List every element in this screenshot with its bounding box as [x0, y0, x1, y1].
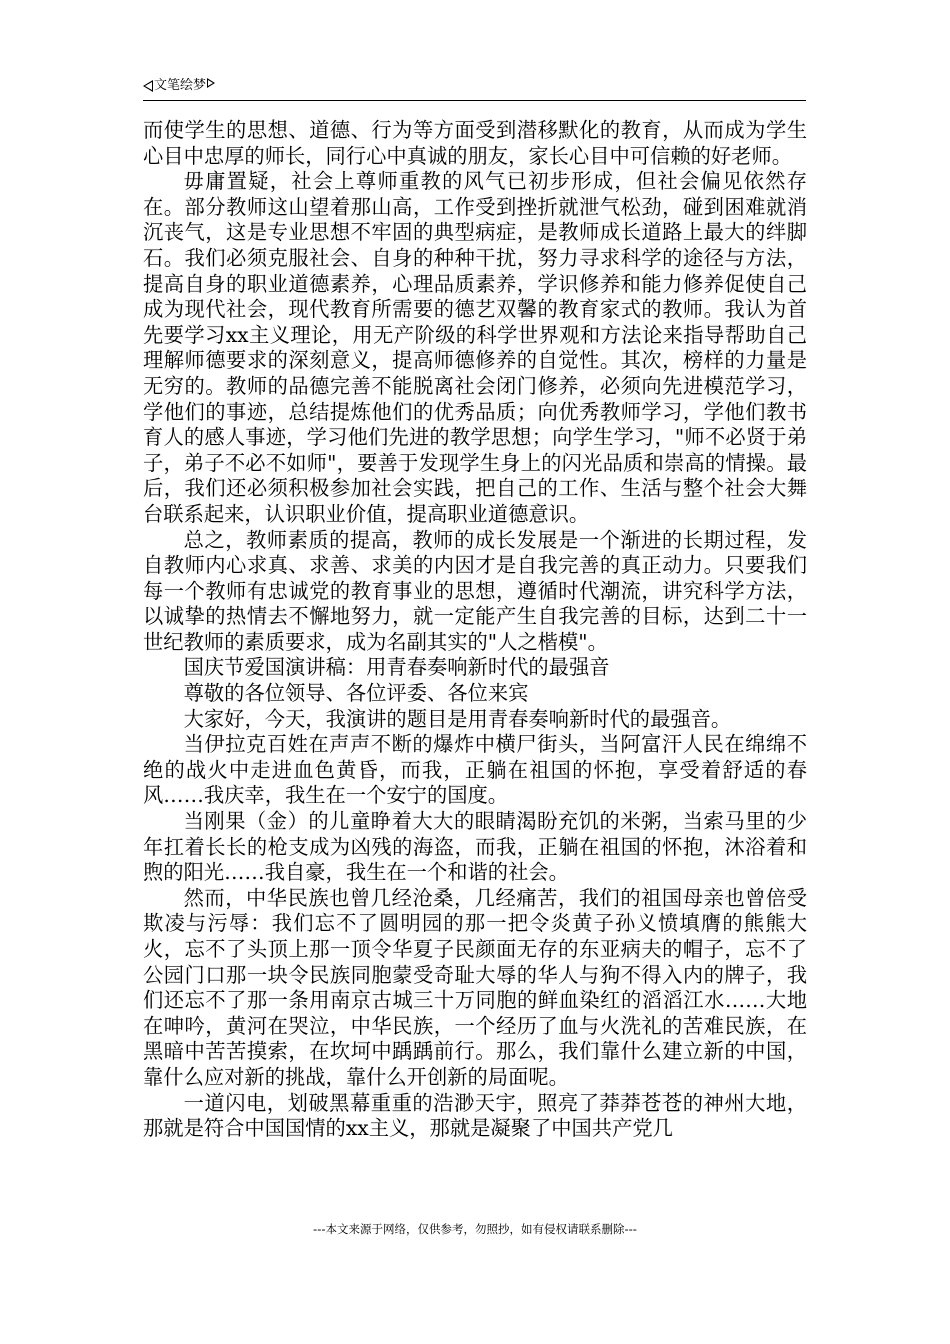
- header-brand-text: 文笔绘梦: [154, 78, 207, 93]
- paragraph-history: 然而，中华民族也曾几经沧桑，几经痛苦，我们的祖国母亲也曾倍受欺凌与污辱：我们忘不了圆明园的那一把令炎黄子孙义愤填膺的熊熊大火，忘不了头顶上那一顶令华夏子民颜面无存的东亚病夫的帽子，忘不了公园门口那一块令民族同胞蒙受奇耻大辱的华人与狗不得入内的牌子，我们还忘不了那一条用南京古城三十万同胞的鲜血染红的滔滔江水……大地在呻吟，黄河在哭泣，中华民族，一个经历了血与火洗礼的苦难民族，在黑暗中苦苦摸索，在坎坷中踽踽前行。那么，我们靠什么建立新的中国，靠什么应对新的挑战，靠什么开创新的局面呢。: [143, 885, 807, 1089]
- paragraph-lightning: 一道闪电，划破黑幕重重的浩渺天宇，照亮了莽莽苍苍的神州大地，那就是符合中国国情的xx主义，那就是凝聚了中国共产党几: [143, 1090, 807, 1141]
- paragraph-2: 毋庸置疑，社会上尊师重教的风气已初步形成，但社会偏见依然存在。部分教师这山望着那山高，工作受到挫折就泄气松劲，碰到困难就消沉丧气，这是专业思想不牢固的典型病症，是教师成长道路上最大的绊脚石。我们必须克服社会、自身的种种干扰，努力寻求科学的途径与方法，提高自身的职业道德素养，心理品质素养，学识修养和能力修养促使自己成为现代社会，现代教育所需要的德艺双馨的教育家式的教师。我认为首先要学习xx主义理论，用无产阶级的科学世界观和方法论来指导帮助自己理解师德要求的深刻意义，提高师德修养的自觉性。其次，榜样的力量是无穷的。教师的品德完善不能脱离社会闭门修养，必须向先进模范学习，学他们的事迹，总结提炼他们的优秀品质；向优秀教师学习，学他们教书育人的感人事迹，学习他们先进的教学思想；向学生学习，"师不必贤于弟子，弟子不必不如师"，要善于发现学生身上的闪光品质和崇高的情操。最后，我们还必须积极参加社会实践，把自己的工作、生活与整个社会大舞台联系起来，认识职业价值，提高职业道德意识。: [143, 169, 807, 526]
- page-header: [143, 76, 806, 101]
- paragraph-iraq: 当伊拉克百姓在声声不断的爆炸中横尸街头，当阿富汗人民在绵绵不绝的战火中走进血色黄昏，而我，正躺在祖国的怀抱，享受着舒适的春风……我庆幸，我生在一个安宁的国度。: [143, 732, 807, 808]
- speech-title: 国庆节爱国演讲稿：用青春奏响新时代的最强音: [183, 655, 610, 680]
- document-body: [143, 118, 807, 1142]
- salutation: 尊敬的各位领导、各位评委、各位来宾: [183, 681, 529, 706]
- left-triangle-icon: [143, 80, 153, 92]
- page-footer: ---本文来源于网络，仅供参考，勿照抄，如有侵权请联系删除---: [313, 1222, 637, 1236]
- paragraph-1: 而使学生的思想、道德、行为等方面受到潜移默化的教育，从而成为学生心目中忠厚的师长，同行心中真诚的朋友，家长心目中可信赖的好老师。: [143, 118, 807, 168]
- right-triangle-icon: [207, 78, 215, 88]
- paragraph-congo: 当刚果（金）的儿童睁着大大的眼睛渴盼充饥的米粥，当索马里的少年扛着长长的枪支成为凶残的海盗，而我，正躺在祖国的怀抱，沐浴着和煦的阳光……我自豪，我生在一个和谐的社会。: [143, 809, 807, 885]
- paragraph-3: 总之，教师素质的提高，教师的成长发展是一个渐进的长期过程，发自教师内心求真、求善、求美的内因才是自我完善的真正动力。只要我们每一个教师有忠诚党的教育事业的思想，遵循时代潮流，讲究科学方法，以诚挚的热情去不懈地努力，就一定能产生自我完善的目标，达到二十一世纪教师的素质要求，成为名副其实的"人之楷模"。: [143, 527, 807, 654]
- header-brand: [143, 78, 215, 94]
- paragraph-greeting: 大家好，今天，我演讲的题目是用青春奏响新时代的最强音。: [183, 706, 732, 731]
